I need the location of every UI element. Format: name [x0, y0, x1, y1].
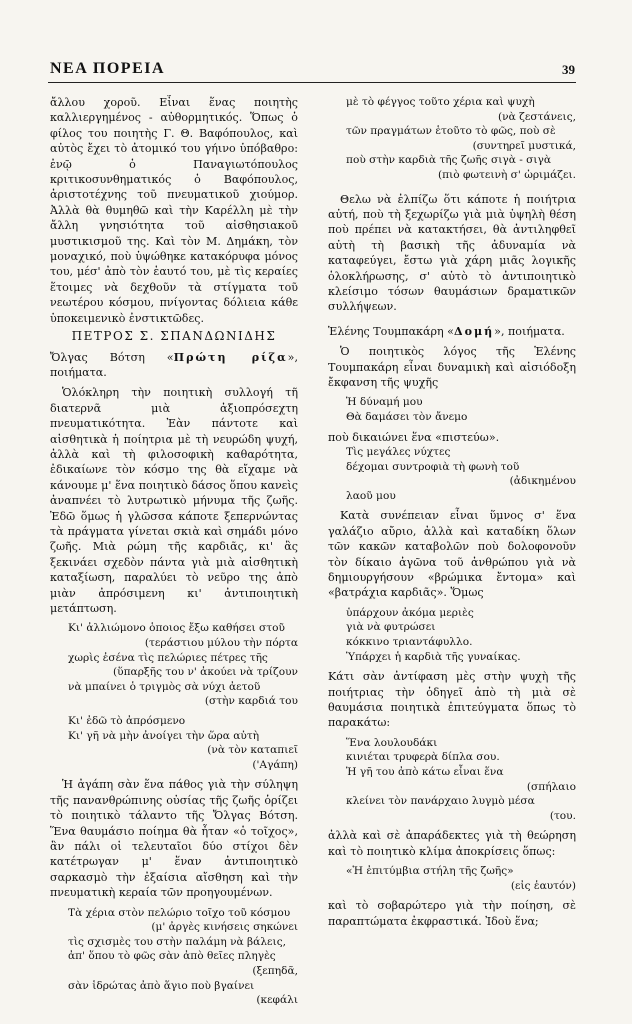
verse-line: χωρὶς ἐσένα τὶς πελώριες πέτρες τῆς	[68, 651, 268, 664]
paragraph: καὶ τὸ σοβαρώτερο γιὰ τὴν ποίηση, σὲ παραπτώματα ἐκφραστικά. Ἰδοὺ ἕνα;	[328, 899, 576, 928]
paragraph: ἄλλου χοροῦ. Εἶναι ἕνας ποιητὴς καλλιεργημένος - αὐθορμητικός. Ὅπως ὁ φίλος του ποιητὴς Γ. Θ. Βαφόπουλος, καὶ αὐτὸς ἔχει τὸ ἀτομικό του γήινο ὑπόβαθρο: ἐνῷ ὁ Παναγιωτόπουλος κριτικοσυνθηματικός ὁ Βαφόπουλος, ἀριστοτέχνης τοῦ πνευματικοῦ χιούμορ. Ἀλλὰ θὰ θυμηθῶ καὶ τὴν Καρέλλη μὲ τὴν ἄλλη γνησιότητα τοῦ αἰσθησιακοῦ μυστικισμοῦ της. Καὶ τὸν Μ. Δημάκη, τὸν μοναχικό, ποὺ ὑψώθηκε κατακόρυφα μόνος του, μέσ' ἀπὸ τὸν ἑαυτό του, μὲ τὶς κεραίες ἕτοιμες νὰ δεχθοῦν τὰ στίγματα τοῦ νεωτέρου κόσμου, πνίγοντας δόλιεια κάθε ὑποκειμενικὸ ἐνστικτῶδες.	[50, 96, 298, 325]
verse-block	[328, 606, 576, 664]
review-kind: », ποιήματα.	[494, 324, 565, 338]
verse-block	[328, 445, 576, 503]
verse-block	[328, 736, 576, 824]
section-author: ΠΕΤΡΟΣ Σ. ΣΠΑΝΔΩΝΙΔΗΣ	[71, 329, 277, 344]
verse-line: «Ἡ ἐπιτύμβια στήλη τῆς ζωῆς»	[346, 865, 514, 878]
page-header	[0, 0, 632, 90]
verse-line: κλείνει τὸν πανάρχαιο λυγμὸ μέσα	[346, 795, 535, 808]
verse-line: Κι' γῆ νὰ μὴν ἀνοίγει τὴν ὥρα αὐτὴ	[68, 729, 260, 742]
verse-block	[50, 906, 298, 1008]
verse-line: ὑπάρχουν ἀκόμα μεριὲς	[346, 606, 474, 619]
verse-line: (νὰ τὸν καταπιεῖ	[207, 744, 298, 757]
verse-block	[328, 395, 576, 424]
verse-line: Ἡ δύναμή μου	[346, 396, 423, 409]
verse-line: Τὰ χέρια στὸν πελώριο τοῖχο τοῦ κόσμου	[68, 906, 291, 919]
paragraph: Ὁλόκληρη τὴν ποιητικὴ συλλογή τῆ διατερνᾶ μιὰ ἀξιοπρόσεχτη πνευματικότητα. Ἐὰν πάντοτε καὶ αἰσθητικὰ ἡ ποίητρια μὲ τὴ νευρώδη ψυχή, ἀλλὰ καὶ τὴ φιλοσοφικὴ καθαρότητα, ἐδικαίωνε τὸν κόσμο της θὰ εἴχαμε νὰ κάνουμε μ' ἕνα ποιητικὸ δάσος ὅπου κανεὶς ἀναπνέει τὸ λυτρωτικὸ μήνυμα τῆς ζωῆς. Ἐδῶ ὅμως ἡ γλῶσσα κάποτε ξεπερνώντας τὰ πράγματα γίνεται σκιὰ καὶ σημάδι μόνο ζωῆς. Μιὰ ρώμη τῆς καρδιᾶς, κι' ἂς ξεκινάει σχεδὸν πάντα γιὰ μιὰ αἰσθητικὴ καταξίωση, παραλύει τὸ νεῦρο της ἀπὸ μιὰν ἀπρόσιμενη κι' ἀντιποιητικὴ μετάπτωση.	[50, 386, 298, 615]
verse-line: Ἕνα λουλουδάκι	[346, 736, 438, 749]
paragraph: Κάτι σὰν ἀντίφαση μὲς στὴν ψυχὴ τῆς ποιήτριας τὴν ὁδηγεῖ ἀπὸ τὴ μιὰ σὲ θαυμάσια ποιητικὰ ἐπιτεύγματα ὅπως τὸ παρακάτω:	[328, 670, 576, 730]
review-author: Ἑλένης Τουμπακάρη «	[328, 324, 454, 338]
verse-line: (ὕπαρξῆς του ν' ἀκούει νὰ τρίζουν	[113, 666, 298, 679]
verse-line: κινιέται τρυφερὰ δίπλα σου.	[346, 751, 500, 764]
verse-line: (εἰς ἑαυτόν)	[510, 879, 576, 892]
verse-block	[328, 95, 576, 183]
verse-line: κόκκινο τριαντάφυλλο.	[346, 636, 473, 649]
header-rule	[48, 82, 576, 83]
verse-line: (ἀδικημένου	[509, 475, 576, 488]
verse-block	[328, 864, 576, 893]
verse-line: Τὶς μεγάλες νύχτες	[346, 446, 451, 459]
left-column	[50, 95, 298, 1015]
verse-line: νὰ μπαίνει ὁ τριγμὸς σὰ νύχι ἀετοῦ	[68, 680, 261, 693]
verse-line: μὲ τὸ φέγγος τοῦτο χέρια καὶ ψυχὴ	[346, 96, 535, 108]
verse-line: (νὰ ζεστάνεις,	[498, 110, 576, 123]
page-number: 39	[562, 62, 575, 77]
verse-line: Κι' ἀλλιώμονο ὁποιος ἔξω καθήσει στοῦ	[68, 622, 285, 635]
paragraph: ποὺ δικαιώνει ἕνα «πιστεύω».	[328, 430, 500, 444]
verse-line: Ἡ γῆ του ἀπὸ κάτω εἶναι ἕνα	[346, 766, 504, 779]
paragraph: Θελω νὰ ἐλπίζω ὅτι κάποτε ἡ ποιήτρια αὐτή, ποὺ τὴ ξεχωρίζω γιὰ μιὰ ὑψηλὴ θέση ποὺ πρέπει νὰ κατακτήσει, θὰ ἀντιληφθεῖ αὐτὴ τὴ βασικὴ τῆς ἀδυναμία νὰ καταφεύγει, ἔστω γιὰ χάρη μιᾶς λογικῆς ὁλοκλήρωσης, σ' αὐτὸ τὸ ἀντιποιητικὸ κλείσιμο τόσων θαυμάσιων δραματικῶν συλλήψεων.	[328, 192, 576, 314]
verse-line: (του.	[549, 809, 576, 822]
verse-line: ποὺ στὴν καρδιὰ τῆς ζωῆς σιγὰ - σιγὰ	[346, 154, 552, 167]
verse-line: ἀπ' ὅπου τὸ φῶς σὰν ἀπὸ θεῖες πληγὲς	[68, 950, 276, 963]
verse-line: δέχομαι συντροφιὰ τὴ φωνὴ τοῦ	[346, 460, 520, 473]
verse-line: (συντηρεῖ μυστικά,	[472, 139, 576, 152]
verse-line: (τεράστιου μύλου τὴν πόρτα	[144, 637, 298, 649]
verse-line: (μ' ἀργὲς κινήσεις σηκώνει	[151, 921, 298, 934]
paragraph: Ἡ ἀγάπη σὰν ἕνα πάθος γιὰ τὴν σύληψη τῆς πανανθρώπινης οὐσίας τῆς ζωῆς ὁρίζει τὸ ποιητικὸ τάλαντο τῆς Ὄλγας Βότση. Ἕνα θαυμάσιο ποίημα θὰ ἦταν «ὁ τοῖχος», ἂν πάλι οἱ τελευταῖοι δύο στίχοι δὲν κατέτρωγαν μ' ἕναν ἀντιποιητικὸ σαρκασμὸ τὴν ἐξαίσια αἴσθηση καὶ τὴν πνευματικὴ κεραία τῶν προηγουμένων.	[50, 778, 298, 900]
verse-line: (στὴν καρδιά του	[204, 695, 298, 708]
journal-title: ΝΕΑ ΠΟΡΕΙΑ	[50, 60, 166, 77]
review-title: Δομή	[453, 324, 495, 338]
review-kind: », ποιήματα.	[50, 350, 298, 379]
review-author: Ὄλγας Βότση «	[50, 350, 174, 364]
paragraph: Κατὰ συνέπειαν εἶναι ὕμνος σ' ἕνα γαλάζιο αὔριο, ἀλλὰ καὶ καταδίκη ὅλων τῶν κακῶν καταβολῶν ποὺ δολοφονοῦν τὸν δίκαιο ἀγῶνα τοῦ ἀνθρώπου γιὰ νὰ δημιουργήσουν «βρώμικα ἔντομα» καὶ «βατράχια καρδιᾶς». Ὅμως	[328, 509, 576, 600]
review-title: Πρώτη ρίζα	[173, 350, 288, 364]
review-heading	[328, 324, 576, 339]
right-column	[328, 95, 576, 1015]
verse-line: γιὰ νὰ φυτρώσει	[346, 621, 436, 634]
verse-block	[50, 621, 298, 709]
verse-line: τῶν πραγμάτων ἑτοῦτο τὸ φῶς, ποὺ σὲ	[346, 125, 556, 138]
verse-line: (σπήλαιο	[526, 780, 576, 793]
verse-line: (πιὸ φωτεινὴ σ' ὡριμάζει.	[437, 168, 576, 181]
verse-line: λαοῦ μου	[346, 489, 396, 502]
verse-line: Κι' ἐδῶ τὸ ἀπρόσμενο	[68, 714, 186, 727]
verse-block	[50, 714, 298, 772]
verse-line: (κεφάλι	[256, 994, 298, 1007]
paragraph: ἀλλὰ καὶ σὲ ἀπαράδεκτες γιὰ τὴ θεώρηση καὶ τὸ ποιητικὸ κλίμα ἀποκρίσεις ὅπως:	[328, 829, 576, 858]
verse-line: σὰν ἱδρώτας ἀπὸ ἅγιο ποὺ βγαίνει	[68, 979, 255, 992]
verse-line: (ξεπηδᾶ,	[252, 964, 298, 977]
review-heading	[50, 350, 298, 381]
verse-line: Θὰ δαμάσει τὸν ἄνεμο	[346, 411, 468, 424]
paragraph: Ὁ ποιητικὸς λόγος τῆς Ἑλένης Τουμπακάρη εἶναι δυναμικὴ καὶ αἰσιόδοξη ἔκφανση τῆς ψυχῆς	[328, 345, 576, 390]
verse-line: Ὑπάρχει ἡ καρδιὰ τῆς γυναίκας.	[346, 650, 521, 663]
verse-line: τὶς σχισμὲς του στὴν παλάμη νὰ βάλεις,	[68, 935, 286, 948]
verse-line: ('Αγάπη)	[252, 758, 298, 771]
